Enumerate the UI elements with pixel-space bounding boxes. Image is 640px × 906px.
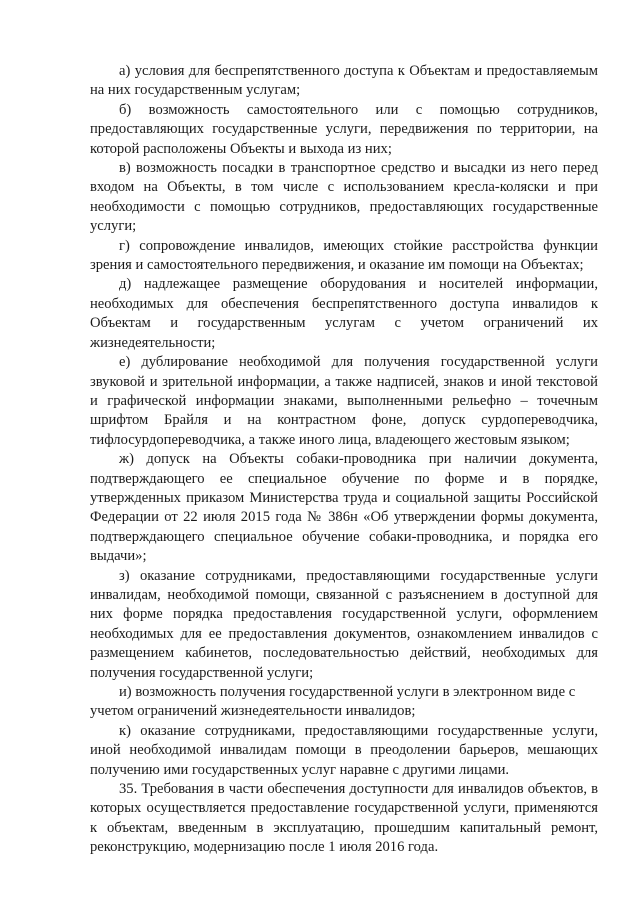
paragraph-g: г) сопровождение инвалидов, имеющих стойкие расстройства функции зрения и самостоятельного передвижения, и оказание им помощи на Объектах; bbox=[90, 237, 598, 274]
paragraph-i: и) возможность получения государственной услуги в электронном виде с bbox=[119, 684, 576, 700]
paragraph-i-continued: учетом ограничений жизнедеятельности инвалидов; bbox=[90, 703, 416, 720]
paragraph-v: в) возможность посадки в транспортное средство и высадки из него перед входом на Объекты, в том числе с использованием кресла-коляски и при необходимости с помощью сотрудников, предоставляющих государственные услуги; bbox=[90, 160, 598, 235]
paragraph-b: б) возможность самостоятельного или с помощью сотрудников, предоставляющих государственные услуги, передвижения по территории, на которой расположены Объекты и выхода из них; bbox=[90, 101, 598, 157]
paragraph-z: з) оказание сотрудниками, предоставляющими государственные услуги инвалидам, необходимой помощи, связанной с разъяснением в доступной для них форме порядка предоставления государственной услуги, оформлением необходимых для ее предоставления документов, ознакомлением инвалидов с размещением кабинетов, последовательностью действий, необходимых для получения государственной услуги; bbox=[90, 567, 598, 681]
document-page bbox=[90, 62, 598, 858]
paragraph-a: а) условия для беспрепятственного доступа к Объектам и предоставляемым на них государственным услугам; bbox=[90, 63, 598, 99]
paragraph-k: к) оказание сотрудниками, предоставляющими государственные услуги, иной необходимой инвалидам помощи в преодолении барьеров, мешающих получению ими государственных услуг наравне с другими лицами. bbox=[90, 722, 598, 778]
paragraph-d: д) надлежащее размещение оборудования и носителей информации, необходимых для обеспечения беспрепятственного доступа инвалидов к Объектам и государственным услугам с учетом ограничений их жизнедеятельности; bbox=[90, 276, 598, 351]
paragraph-e: е) дублирование необходимой для получения государственной услуги звуковой и зрительной информации, а также надписей, знаков и иной текстовой и графической информации знаками, выполненными рельефно – точечным шрифтом Брайля и на контрастном фоне, допуск сурдопереводчика, тифлосурдопереводчика, а также иного лица, владеющего жестовым языком; bbox=[90, 354, 598, 448]
paragraph-35: 35. Требования в части обеспечения доступности для инвалидов объектов, в которых осуществляется предоставление государственной услуги, применяются к объектам, введенным в эксплуатацию, прошедшим капитальный ремонт, реконструкцию, модернизацию после 1 июля 2016 года. bbox=[90, 781, 598, 856]
paragraph-zh: ж) допуск на Объекты собаки-проводника при наличии документа, подтверждающего ее специальное обучение по форме и в порядке, утвержденных приказом Министерства труда и социальной защиты Российской Федерации от 22 июля 2015 года № 386н «Об утверждении формы документа, подтверждающего специальное обучение собаки-проводника, и порядка его выдачи»; bbox=[90, 451, 598, 565]
